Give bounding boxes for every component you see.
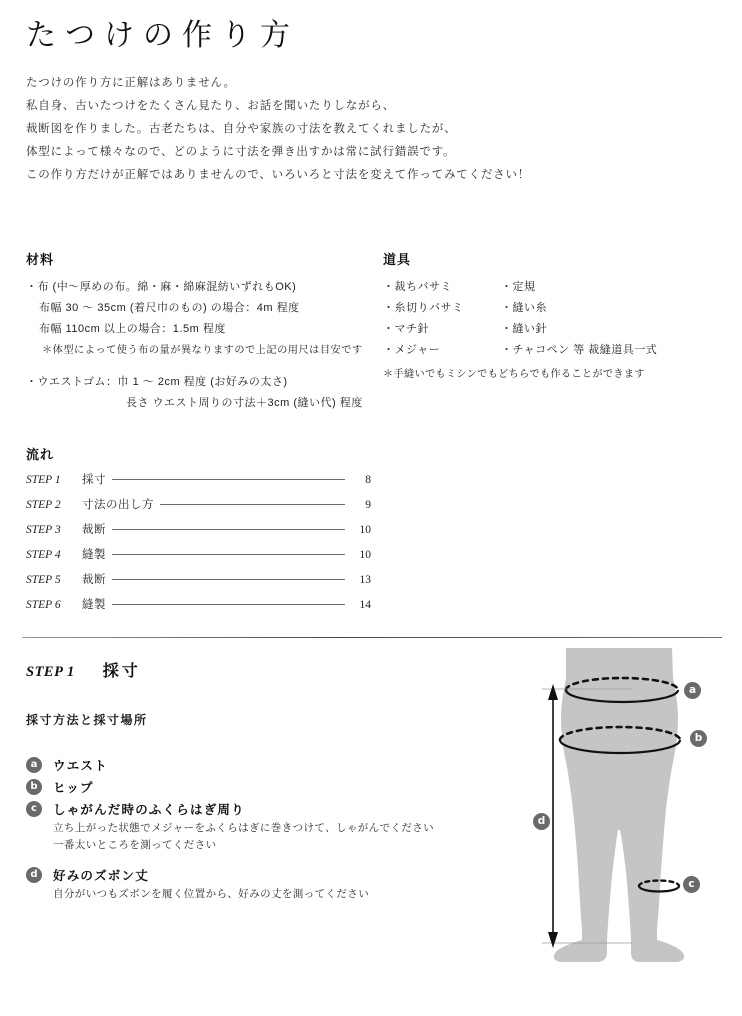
toc-page-number: 14 [359,599,371,611]
step1-title-row [26,658,506,681]
tools-item: ・マチ針 [383,323,429,335]
measurement-description [53,820,506,854]
figure-badge-c-icon: c [683,876,700,893]
toc-step-label: 採寸 [82,474,106,486]
materials-line: 長さ ウエスト周りの寸法＋3cm (縫い代) 程度 [126,397,363,409]
measurement-head [26,866,506,884]
badge-d-icon: d [26,867,42,883]
toc-leader-line [112,479,345,480]
tools-item: ・裁ちバサミ [383,281,452,293]
step1-section [26,658,506,907]
toc-leader-line [112,579,345,580]
measurement-description-line: 立ち上がった状態でメジャーをふくらはぎに巻きつけて、しゃがんでください [53,822,435,834]
step1-subheading: 採寸方法と採寸場所 [26,713,148,727]
step1-name: 採寸 [102,663,141,680]
materials-line: ・布 (中〜厚めの布。綿・麻・綿麻混紡いずれもOK) [26,281,297,293]
toc-step-label: 縫製 [82,599,106,611]
toc-leader-line [112,554,345,555]
measurement-label: 好みのズボン丈 [53,869,149,883]
tools-item: ・メジャー [383,344,441,356]
section-divider [22,637,722,638]
tools-item: ・縫い針 [501,323,547,335]
materials-line: 布幅 110cm 以上の場合：1.5m 程度 [39,323,226,335]
toc-step-number: STEP 3 [26,524,61,536]
spacer [26,361,376,372]
measurement-head [26,778,506,796]
tools-note: ＊手縫いでもミシンでもどちらでも作ることができます [383,369,645,380]
toc-entry[interactable] [26,571,371,596]
tools-item: ・縫い糸 [501,302,547,314]
toc-page-number: 13 [359,574,371,586]
measurement-head [26,800,506,818]
page-title: たつけの作り方 [26,19,299,52]
toc-step-label: 裁断 [82,574,106,586]
toc-step-number: STEP 4 [26,549,61,561]
tools-row [383,340,723,361]
intro-line: この作り方だけが正解ではありませんので、いろいろと寸法を変えて作ってみてください！ [26,169,531,181]
intro-line: 裁断図を作りました。古老たちは、自分や家族の寸法を教えてくれましたが、 [26,123,457,135]
intro-paragraph [26,72,686,187]
tools-item: ・糸切りバサミ [383,302,464,314]
tools-item: ・チャコペン 等 裁縫道具一式 [501,344,658,356]
figure-badge-d-icon: d [533,813,550,830]
measurement-list [26,756,506,903]
measurement-description [53,886,506,903]
toc-leader-line [112,604,345,605]
toc-page-number: 10 [359,549,371,561]
toc-step-number: STEP 1 [26,474,61,486]
toc-step-label: 縫製 [82,549,106,561]
length-dimension-arrow [548,684,558,948]
measurement-item [26,800,506,854]
measurement-figure [520,648,742,1016]
flow-heading: 流れ [26,447,55,462]
toc-page-number: 9 [365,499,371,511]
toc-step-label: 寸法の出し方 [82,499,154,511]
tools-row [383,319,723,340]
materials-section [26,249,376,414]
toc-page-number: 10 [359,524,371,536]
measurement-head [26,756,506,774]
measurement-label: ヒップ [53,781,94,795]
measurement-item [26,756,506,774]
toc-entry[interactable] [26,596,371,621]
measurement-description-line: 一番太いところを測ってください [53,839,217,851]
measurement-item [26,866,506,903]
figure-badge-b-icon: b [690,730,707,747]
toc-entry[interactable] [26,546,371,571]
intro-line: 私自身、古いたつけをたくさん見たり、お話を聞いたりしながら、 [26,100,395,112]
toc-entry[interactable] [26,471,371,496]
materials-note: ＊体型によって使う布の量が異なりますので上記の用尺は目安です [42,345,363,356]
badge-c-icon: c [26,801,42,817]
toc-leader-line [160,504,345,505]
toc-page-number: 8 [365,474,371,486]
tools-heading: 道具 [383,252,412,267]
measurement-item [26,778,506,796]
tools-section [383,249,723,385]
figure-badge-a-icon: a [684,682,701,699]
materials-line: ・ウエストゴム：巾 1 〜 2cm 程度 (お好みの太さ) [26,376,288,388]
toc-leader-line [112,529,345,530]
materials-heading: 材料 [26,252,55,267]
measurement-label: ウエスト [53,759,108,773]
toc-step-number: STEP 5 [26,574,61,586]
toc-step-label: 裁断 [82,524,106,536]
body-diagram-svg [520,648,742,1016]
measurement-description-line: 自分がいつもズボンを履く位置から、好みの丈を測ってください [53,888,370,900]
toc-step-number: STEP 6 [26,599,61,611]
materials-line: 布幅 30 〜 35cm (着尺巾のもの) の場合：4m 程度 [39,302,300,314]
step1-number: STEP 1 [26,664,75,680]
tools-item: ・定規 [501,281,536,293]
intro-line: 体型によって様々なので、どのように寸法を弾き出すかは常に試行錯誤です。 [26,146,456,158]
toc-entry[interactable] [26,521,371,546]
intro-line: たつけの作り方に正解はありません。 [26,77,236,89]
toc-step-number: STEP 2 [26,499,61,511]
tools-row [383,298,723,319]
flow-section [26,444,371,621]
toc-entry[interactable] [26,496,371,521]
tools-row [383,277,723,298]
measurement-label: しゃがんだ時のふくらはぎ周り [53,803,245,817]
badge-a-icon: a [26,757,42,773]
badge-b-icon: b [26,779,42,795]
